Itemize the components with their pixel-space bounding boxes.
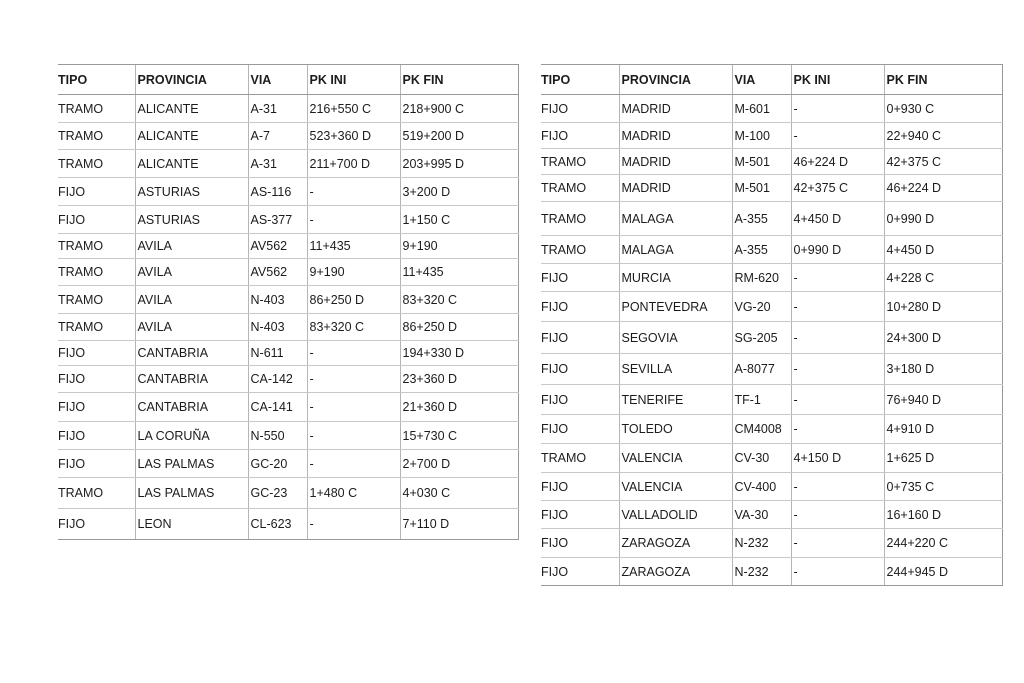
table-row <box>541 385 1002 415</box>
table-row <box>541 95 1002 123</box>
cell-tipo: FIJO <box>58 393 135 422</box>
cell-via: CA-141 <box>248 393 307 422</box>
table-row <box>541 501 1002 529</box>
table-row <box>58 206 518 234</box>
cell-via: AS-377 <box>248 206 307 234</box>
cell-tipo: FIJO <box>58 422 135 450</box>
cell-pk-fin: 244+220 C <box>884 529 1002 558</box>
cell-pk-fin: 4+910 D <box>884 415 1002 444</box>
cell-provincia: ASTURIAS <box>135 178 248 206</box>
cell-tipo: FIJO <box>541 385 619 415</box>
cell-pk-ini: 11+435 <box>307 234 400 259</box>
cell-pk-ini: - <box>791 473 884 501</box>
cell-pk-ini: 86+250 D <box>307 286 400 314</box>
table-row <box>58 286 518 314</box>
cell-pk-fin: 218+900 C <box>400 95 518 123</box>
table-row <box>58 393 518 422</box>
cell-pk-ini: 4+450 D <box>791 202 884 236</box>
cell-pk-fin: 42+375 C <box>884 149 1002 175</box>
cell-pk-fin: 24+300 D <box>884 322 1002 354</box>
cell-tipo: TRAMO <box>58 234 135 259</box>
cell-pk-fin: 519+200 D <box>400 123 518 150</box>
radar-table-left <box>58 64 519 540</box>
cell-tipo: FIJO <box>541 354 619 385</box>
cell-tipo: TRAMO <box>541 149 619 175</box>
cell-tipo: FIJO <box>58 366 135 393</box>
table-row <box>58 366 518 393</box>
cell-pk-fin: 22+940 C <box>884 123 1002 149</box>
cell-pk-fin: 4+030 C <box>400 478 518 509</box>
table-row <box>58 341 518 366</box>
cell-pk-ini: - <box>791 123 884 149</box>
cell-tipo: TRAMO <box>58 95 135 123</box>
cell-provincia: ALICANTE <box>135 95 248 123</box>
cell-via: M-100 <box>732 123 791 149</box>
cell-provincia: MADRID <box>619 149 732 175</box>
cell-pk-ini: 83+320 C <box>307 314 400 341</box>
cell-pk-fin: 4+450 D <box>884 236 1002 264</box>
cell-tipo: TRAMO <box>541 236 619 264</box>
cell-pk-fin: 9+190 <box>400 234 518 259</box>
cell-via: AV562 <box>248 259 307 286</box>
cell-provincia: TENERIFE <box>619 385 732 415</box>
cell-tipo: TRAMO <box>58 286 135 314</box>
table-row <box>541 415 1002 444</box>
cell-tipo: TRAMO <box>58 150 135 178</box>
cell-via: GC-23 <box>248 478 307 509</box>
cell-pk-ini: - <box>791 292 884 322</box>
cell-pk-ini: - <box>791 264 884 292</box>
cell-via: M-601 <box>732 95 791 123</box>
cell-provincia: LEON <box>135 509 248 540</box>
header-pk-ini: PK INI <box>307 65 400 95</box>
cell-pk-fin: 1+625 D <box>884 444 1002 473</box>
table-row <box>541 175 1002 202</box>
cell-pk-ini: - <box>307 206 400 234</box>
cell-tipo: FIJO <box>541 292 619 322</box>
cell-provincia: VALENCIA <box>619 473 732 501</box>
cell-pk-ini: 42+375 C <box>791 175 884 202</box>
table-row <box>541 202 1002 236</box>
cell-tipo: FIJO <box>541 95 619 123</box>
cell-via: N-403 <box>248 286 307 314</box>
cell-pk-fin: 7+110 D <box>400 509 518 540</box>
table-row <box>541 529 1002 558</box>
cell-tipo: FIJO <box>541 501 619 529</box>
cell-provincia: MURCIA <box>619 264 732 292</box>
cell-via: A-8077 <box>732 354 791 385</box>
cell-via: A-31 <box>248 150 307 178</box>
table-row <box>541 322 1002 354</box>
cell-pk-ini: 46+224 D <box>791 149 884 175</box>
cell-via: VG-20 <box>732 292 791 322</box>
cell-via: RM-620 <box>732 264 791 292</box>
header-provincia: PROVINCIA <box>619 65 732 95</box>
cell-tipo: FIJO <box>58 178 135 206</box>
cell-provincia: LA CORUÑA <box>135 422 248 450</box>
header-via: VIA <box>732 65 791 95</box>
cell-via: CM4008 <box>732 415 791 444</box>
cell-via: CL-623 <box>248 509 307 540</box>
cell-pk-fin: 244+945 D <box>884 558 1002 586</box>
cell-pk-fin: 46+224 D <box>884 175 1002 202</box>
cell-pk-ini: 1+480 C <box>307 478 400 509</box>
cell-pk-fin: 3+200 D <box>400 178 518 206</box>
cell-tipo: FIJO <box>58 206 135 234</box>
table-row <box>58 234 518 259</box>
table-row <box>58 95 518 123</box>
cell-pk-fin: 10+280 D <box>884 292 1002 322</box>
cell-pk-ini: - <box>791 529 884 558</box>
cell-tipo: FIJO <box>541 473 619 501</box>
cell-pk-fin: 83+320 C <box>400 286 518 314</box>
table-row <box>58 123 518 150</box>
header-tipo: TIPO <box>58 65 135 95</box>
cell-pk-ini: 216+550 C <box>307 95 400 123</box>
table-row <box>58 478 518 509</box>
cell-pk-ini: - <box>791 322 884 354</box>
cell-provincia: VALENCIA <box>619 444 732 473</box>
cell-via: N-611 <box>248 341 307 366</box>
cell-pk-fin: 0+990 D <box>884 202 1002 236</box>
cell-provincia: PONTEVEDRA <box>619 292 732 322</box>
cell-provincia: CANTABRIA <box>135 393 248 422</box>
cell-tipo: FIJO <box>541 322 619 354</box>
cell-via: A-355 <box>732 202 791 236</box>
cell-provincia: MADRID <box>619 95 732 123</box>
cell-via: TF-1 <box>732 385 791 415</box>
cell-tipo: TRAMO <box>58 259 135 286</box>
cell-provincia: ALICANTE <box>135 150 248 178</box>
cell-pk-fin: 21+360 D <box>400 393 518 422</box>
table-row <box>58 314 518 341</box>
cell-via: N-232 <box>732 558 791 586</box>
cell-pk-ini: - <box>307 341 400 366</box>
cell-provincia: VALLADOLID <box>619 501 732 529</box>
cell-via: A-355 <box>732 236 791 264</box>
cell-pk-ini: - <box>791 385 884 415</box>
cell-pk-fin: 11+435 <box>400 259 518 286</box>
table-row <box>541 354 1002 385</box>
cell-pk-ini: 4+150 D <box>791 444 884 473</box>
table-row <box>541 558 1002 586</box>
table-header-row <box>58 65 518 95</box>
cell-pk-ini: - <box>307 450 400 478</box>
table-row <box>58 509 518 540</box>
cell-pk-fin: 0+930 C <box>884 95 1002 123</box>
cell-via: A-31 <box>248 95 307 123</box>
header-provincia: PROVINCIA <box>135 65 248 95</box>
cell-via: GC-20 <box>248 450 307 478</box>
cell-pk-ini: 211+700 D <box>307 150 400 178</box>
cell-provincia: LAS PALMAS <box>135 478 248 509</box>
header-pk-ini: PK INI <box>791 65 884 95</box>
cell-pk-fin: 86+250 D <box>400 314 518 341</box>
cell-provincia: ZARAGOZA <box>619 529 732 558</box>
table-row <box>541 236 1002 264</box>
cell-provincia: CANTABRIA <box>135 366 248 393</box>
cell-via: N-550 <box>248 422 307 450</box>
cell-provincia: MADRID <box>619 175 732 202</box>
cell-via: VA-30 <box>732 501 791 529</box>
header-tipo: TIPO <box>541 65 619 95</box>
table-row <box>58 150 518 178</box>
cell-tipo: FIJO <box>541 264 619 292</box>
cell-via: SG-205 <box>732 322 791 354</box>
header-via: VIA <box>248 65 307 95</box>
cell-pk-ini: - <box>791 558 884 586</box>
table-row <box>541 123 1002 149</box>
cell-pk-ini: - <box>791 95 884 123</box>
cell-tipo: FIJO <box>541 558 619 586</box>
cell-pk-ini: 0+990 D <box>791 236 884 264</box>
table-row <box>58 178 518 206</box>
cell-pk-ini: - <box>791 354 884 385</box>
cell-pk-fin: 4+228 C <box>884 264 1002 292</box>
cell-tipo: FIJO <box>58 450 135 478</box>
header-pk-fin: PK FIN <box>400 65 518 95</box>
cell-via: M-501 <box>732 175 791 202</box>
table-row <box>541 444 1002 473</box>
cell-via: AV562 <box>248 234 307 259</box>
cell-provincia: LAS PALMAS <box>135 450 248 478</box>
cell-pk-fin: 76+940 D <box>884 385 1002 415</box>
cell-provincia: MALAGA <box>619 236 732 264</box>
cell-pk-ini: 9+190 <box>307 259 400 286</box>
table-row <box>58 450 518 478</box>
table-row <box>541 473 1002 501</box>
cell-pk-fin: 194+330 D <box>400 341 518 366</box>
table-header-row <box>541 65 1002 95</box>
cell-provincia: MADRID <box>619 123 732 149</box>
cell-via: CV-30 <box>732 444 791 473</box>
cell-via: N-232 <box>732 529 791 558</box>
cell-pk-fin: 1+150 C <box>400 206 518 234</box>
cell-provincia: AVILA <box>135 234 248 259</box>
cell-tipo: TRAMO <box>541 202 619 236</box>
cell-provincia: AVILA <box>135 286 248 314</box>
cell-pk-fin: 0+735 C <box>884 473 1002 501</box>
table-row <box>58 259 518 286</box>
cell-provincia: SEGOVIA <box>619 322 732 354</box>
header-pk-fin: PK FIN <box>884 65 1002 95</box>
cell-provincia: TOLEDO <box>619 415 732 444</box>
cell-pk-ini: - <box>791 415 884 444</box>
cell-via: A-7 <box>248 123 307 150</box>
table-row <box>541 292 1002 322</box>
cell-provincia: AVILA <box>135 259 248 286</box>
cell-via: AS-116 <box>248 178 307 206</box>
cell-tipo: FIJO <box>541 123 619 149</box>
cell-tipo: TRAMO <box>58 478 135 509</box>
cell-pk-fin: 16+160 D <box>884 501 1002 529</box>
cell-provincia: AVILA <box>135 314 248 341</box>
cell-pk-fin: 3+180 D <box>884 354 1002 385</box>
cell-pk-ini: - <box>307 178 400 206</box>
cell-via: M-501 <box>732 149 791 175</box>
cell-provincia: ASTURIAS <box>135 206 248 234</box>
cell-provincia: MALAGA <box>619 202 732 236</box>
cell-pk-ini: - <box>791 501 884 529</box>
table-row <box>541 264 1002 292</box>
cell-tipo: TRAMO <box>541 175 619 202</box>
cell-tipo: TRAMO <box>58 314 135 341</box>
cell-provincia: CANTABRIA <box>135 341 248 366</box>
cell-tipo: FIJO <box>58 509 135 540</box>
cell-tipo: TRAMO <box>541 444 619 473</box>
cell-tipo: FIJO <box>541 529 619 558</box>
cell-pk-fin: 2+700 D <box>400 450 518 478</box>
cell-tipo: FIJO <box>58 341 135 366</box>
cell-via: CV-400 <box>732 473 791 501</box>
cell-via: N-403 <box>248 314 307 341</box>
cell-via: CA-142 <box>248 366 307 393</box>
cell-pk-ini: - <box>307 366 400 393</box>
cell-pk-ini: 523+360 D <box>307 123 400 150</box>
radar-table-right <box>541 64 1003 586</box>
cell-pk-ini: - <box>307 509 400 540</box>
cell-pk-fin: 203+995 D <box>400 150 518 178</box>
cell-provincia: SEVILLA <box>619 354 732 385</box>
table-row <box>58 422 518 450</box>
cell-pk-fin: 23+360 D <box>400 366 518 393</box>
cell-pk-ini: - <box>307 393 400 422</box>
cell-provincia: ZARAGOZA <box>619 558 732 586</box>
cell-pk-fin: 15+730 C <box>400 422 518 450</box>
table-row <box>541 149 1002 175</box>
cell-provincia: ALICANTE <box>135 123 248 150</box>
cell-tipo: TRAMO <box>58 123 135 150</box>
cell-pk-ini: - <box>307 422 400 450</box>
cell-tipo: FIJO <box>541 415 619 444</box>
